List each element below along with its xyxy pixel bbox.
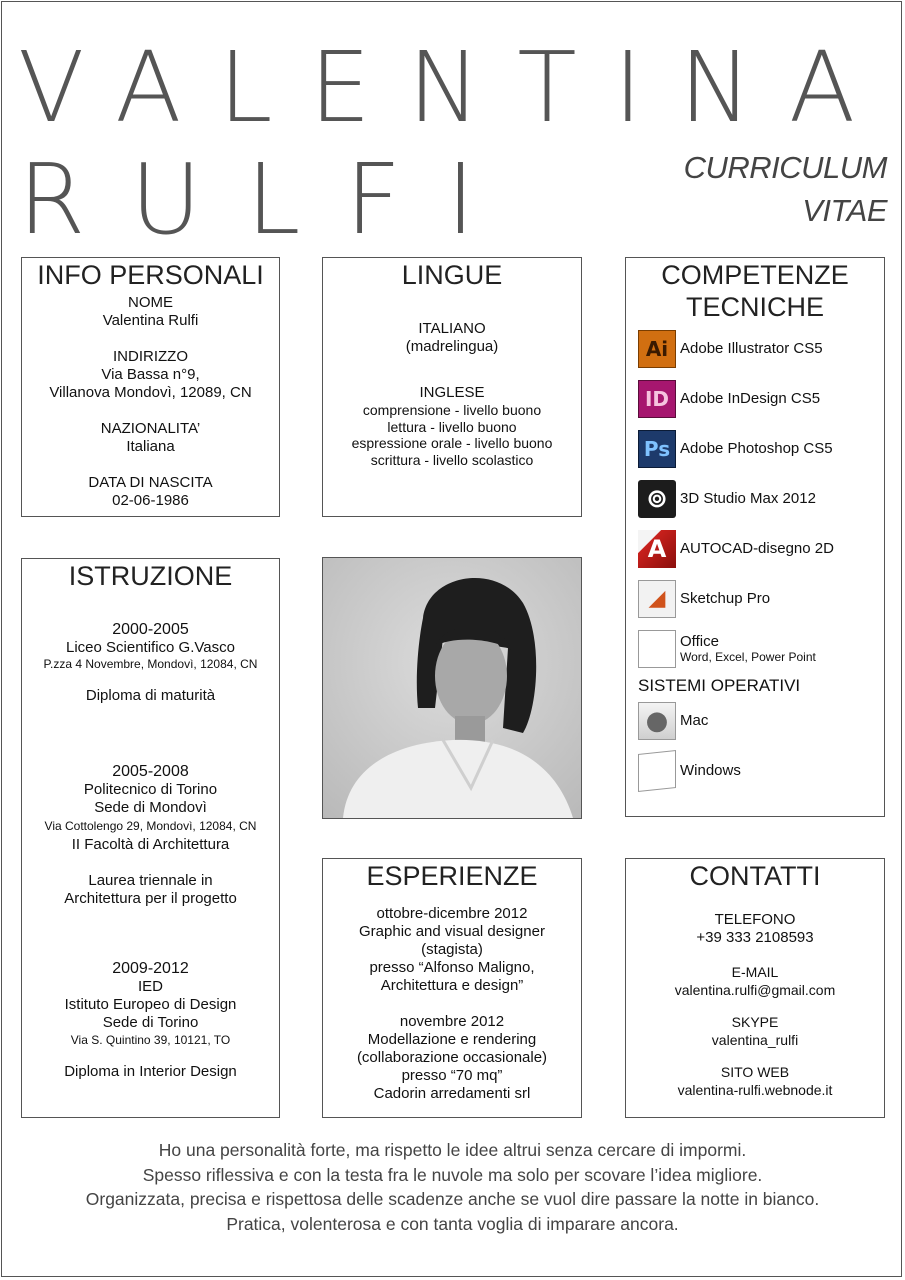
nationality-value: Italiana <box>126 438 175 455</box>
edu-school: Politecnico di Torino <box>83 781 218 798</box>
os-label: Windows <box>680 762 741 779</box>
experience-line: novembre 2012 <box>399 1013 505 1030</box>
statement-line: Organizzata, precisa e rispettosa delle scadenze anche se vuol dire passare la notte in bianco. <box>85 1189 820 1209</box>
skill-label: Adobe Photoshop CS5 <box>680 440 833 457</box>
english-detail: comprensione - livello buono <box>362 402 542 418</box>
name-label: NOME <box>128 294 173 311</box>
edu-seat: Sede di Mondovì <box>94 799 207 816</box>
skill-item <box>638 578 884 619</box>
english-detail: lettura - livello buono <box>387 418 517 435</box>
contacts-title: CONTATTI <box>689 861 821 891</box>
edu-years: 2000-2005 <box>112 621 189 638</box>
skills-title-line1: COMPETENZE <box>661 260 849 290</box>
edu-years: 2009-2012 <box>112 960 189 977</box>
email-link[interactable]: valentina.rulfi@gmail.com <box>674 982 836 998</box>
address-line1: Via Bassa n°9, <box>101 366 200 383</box>
experience-title: ESPERIENZE <box>366 861 538 891</box>
name-value: Valentina Rulfi <box>102 312 199 329</box>
apple-icon: ● <box>638 702 676 740</box>
skill-label: Adobe InDesign CS5 <box>680 390 821 407</box>
edu-degree: Architettura per il progetto <box>64 890 237 907</box>
windows-icon <box>638 750 676 792</box>
photoshop-icon: Ps <box>638 430 676 468</box>
language-english: INGLESE <box>419 384 485 401</box>
office-sub: Word, Excel, Power Point <box>680 650 816 664</box>
skype-label: SKYPE <box>731 1014 779 1030</box>
address-line2: Villanova Mondovì, 12089, CN <box>49 384 252 401</box>
experience-line: (stagista) <box>421 941 483 958</box>
skill-label: Sketchup Pro <box>680 590 771 607</box>
skill-item <box>638 328 884 369</box>
edu-address: P.zza 4 Novembre, Mondovì, 12084, CN <box>43 657 258 671</box>
office-icon <box>638 630 676 668</box>
3dsmax-icon: ⊚ <box>638 480 676 518</box>
experience-section <box>322 858 582 1118</box>
info-section <box>21 257 280 517</box>
experience-line: Graphic and visual designer <box>359 923 545 940</box>
skill-label: AUTOCAD-disegno 2D <box>680 540 834 557</box>
language-italian: ITALIANO <box>418 320 486 337</box>
os-title: SISTEMI OPERATIVI <box>638 676 801 695</box>
skill-label: 3D Studio Max 2012 <box>680 490 816 507</box>
illustrator-icon: Ai <box>638 330 676 368</box>
email-label: E-MAIL <box>731 964 779 980</box>
contacts-section <box>625 858 885 1118</box>
experience-line: (collaborazione occasionale) <box>356 1049 548 1066</box>
vitae-label: VITAE <box>802 193 887 228</box>
curriculum-label: CURRICULUM <box>683 150 887 185</box>
phone-value: +39 333 2108593 <box>696 929 814 946</box>
experience-line: Architettura e design” <box>380 977 524 994</box>
website-label: SITO WEB <box>720 1064 790 1080</box>
statement-line: Spesso riflessiva e con la testa fra le nuvole ma solo per scovare l’idea migliore. <box>142 1164 763 1185</box>
edu-school: Istituto Europeo di Design <box>64 996 237 1013</box>
skype-value: valentina_rulfi <box>711 1032 799 1048</box>
indesign-icon: ID <box>638 380 676 418</box>
skills-title-line2: TECNICHE <box>685 292 824 322</box>
address-label: INDIRIZZO <box>113 348 188 365</box>
english-detail: espressione orale - livello buono <box>351 435 553 451</box>
skill-label: Adobe Illustrator CS5 <box>680 340 823 357</box>
skill-item <box>638 528 884 569</box>
office-label: Office <box>680 633 719 650</box>
education-section <box>21 558 280 1118</box>
english-detail: scrittura - livello scolastico <box>370 451 534 468</box>
sketchup-icon: ◢ <box>638 580 676 618</box>
edu-school-short: IED <box>137 978 163 995</box>
first-name: VALENTINA <box>18 31 893 144</box>
edu-faculty: II Facoltà di Architettura <box>71 836 230 853</box>
phone-label: TELEFONO <box>714 911 796 928</box>
skill-item <box>638 478 884 519</box>
edu-diploma: Diploma in Interior Design <box>64 1063 237 1080</box>
edu-diploma: Diploma di maturità <box>85 687 216 704</box>
edu-seat: Sede di Torino <box>102 1014 199 1031</box>
education-title: ISTRUZIONE <box>68 561 233 591</box>
languages-section <box>322 257 582 517</box>
personal-statement <box>0 1138 905 1236</box>
nationality-label: NAZIONALITA’ <box>100 420 201 437</box>
skills-section <box>625 257 885 817</box>
os-label: Mac <box>680 712 709 729</box>
os-item <box>638 750 884 791</box>
experience-line: Cadorin arredamenti srl <box>373 1085 531 1102</box>
experience-line: Modellazione e rendering <box>367 1031 537 1048</box>
info-title: INFO PERSONALI <box>37 260 264 290</box>
edu-address: Via S. Quintino 39, 10121, TO <box>70 1033 231 1047</box>
edu-years: 2005-2008 <box>112 763 189 780</box>
experience-line: presso “Alfonso Maligno, <box>369 959 535 976</box>
autocad-icon: A <box>638 530 676 568</box>
edu-school: Liceo Scientifico G.Vasco <box>66 639 235 656</box>
birth-label: DATA DI NASCITA <box>88 474 213 491</box>
statement-line: Ho una personalità forte, ma rispetto le idee altrui senza cercare di impormi. <box>158 1140 747 1160</box>
edu-address: Via Cottolengo 29, Mondovì, 12084, CN <box>44 819 257 833</box>
birth-value: 02-06-1986 <box>112 492 189 509</box>
languages-title: LINGUE <box>401 260 503 290</box>
experience-line: presso “70 mq” <box>401 1067 503 1084</box>
skill-item <box>638 428 884 469</box>
edu-degree: Laurea triennale in <box>88 872 213 889</box>
skill-item <box>638 378 884 419</box>
os-item <box>638 700 884 741</box>
profile-photo <box>322 557 582 819</box>
last-name: RULFI <box>18 143 520 256</box>
statement-line: Pratica, volenterosa e con tanta voglia di imparare ancora. <box>226 1213 679 1234</box>
language-italian-level: (madrelingua) <box>405 338 499 355</box>
experience-line: ottobre-dicembre 2012 <box>376 905 528 922</box>
skill-item <box>638 628 884 669</box>
website-link[interactable]: valentina-rulfi.webnode.it <box>677 1082 833 1098</box>
